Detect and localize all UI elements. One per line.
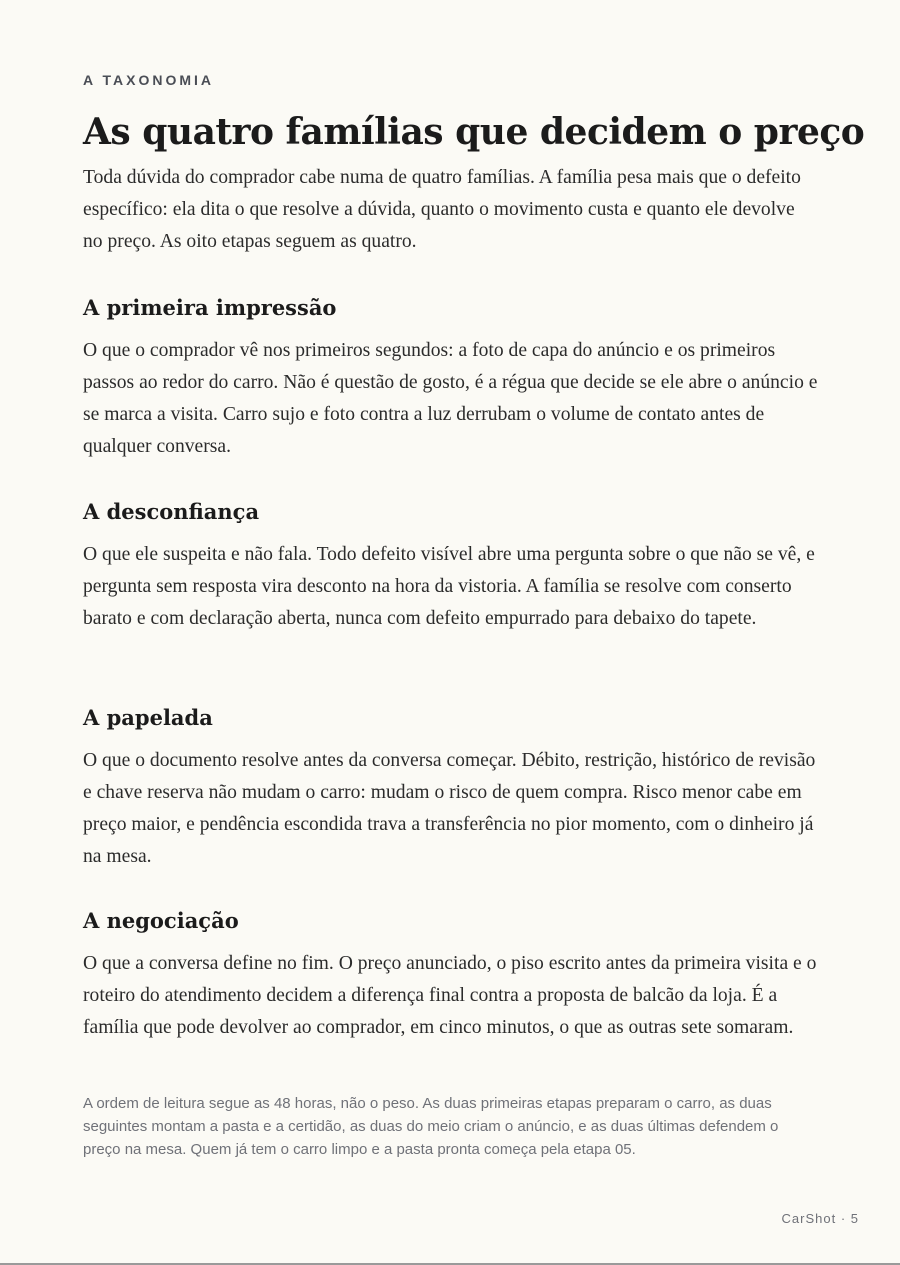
section-eyebrow: A TAXONOMIA xyxy=(83,72,214,88)
section-papelada xyxy=(83,703,823,873)
section-body: O que a conversa define no fim. O preço anunciado, o piso escrito antes da primeira visita e o roteiro do atendimento decidem a diferença final contra a proposta de balcão da loja. É a família que pode devolver ao comprador, em cinco minutos, o que as outras sete somaram. xyxy=(83,953,817,1038)
reading-order-note: A ordem de leitura segue as 48 horas, não o peso. As duas primeiras etapas preparam o carro, as duas seguintes montam a pasta e a certidão, as duas do meio criam o anúncio, e as duas últimas defendem o preço na mesa. Quem já tem o carro limpo e a pasta pronta começa pela etapa 05. xyxy=(83,1095,779,1158)
section-heading: A primeira impressão xyxy=(83,295,337,320)
section-heading: A negociação xyxy=(83,908,239,933)
section-desconfianca xyxy=(83,497,823,635)
section-heading: A papelada xyxy=(83,705,213,730)
section-negociacao xyxy=(83,906,823,1044)
lead-paragraph: Toda dúvida do comprador cabe numa de quatro famílias. A família pesa mais que o defeito específico: ela dita o que resolve a dúvida, quanto o movimento custa e quanto ele devolve no preço. As oito etapas seguem as quatro. xyxy=(83,167,801,252)
section-body: O que o comprador vê nos primeiros segundos: a foto de capa do anúncio e os primeiros passos ao redor do carro. Não é questão de gosto, é a régua que decide se ele abre o anúncio e se marca a visita. Carro sujo e foto contra a luz derrubam o volume de contato antes de qualquer conversa. xyxy=(83,340,818,457)
page-footer: CarShot · 5 xyxy=(781,1211,859,1226)
page-title: As quatro famílias que decidem o preço xyxy=(83,111,865,153)
section-primeira-impressao xyxy=(83,293,823,463)
section-body: O que ele suspeita e não fala. Todo defeito visível abre uma pergunta sobre o que não se vê, e pergunta sem resposta vira desconto na hora da vistoria. A família se resolve com conserto barato e com declaração aberta, nunca com defeito empurrado para debaixo do tapete. xyxy=(83,544,815,629)
section-body: O que o documento resolve antes da conversa começar. Débito, restrição, histórico de revisão e chave reserva não mudam o carro: mudam o risco de quem compra. Risco menor cabe em preço maior, e pendência escondida trava a transferência no pior momento, com o dinheiro já na mesa. xyxy=(83,750,816,867)
section-heading: A desconfiança xyxy=(83,499,260,524)
